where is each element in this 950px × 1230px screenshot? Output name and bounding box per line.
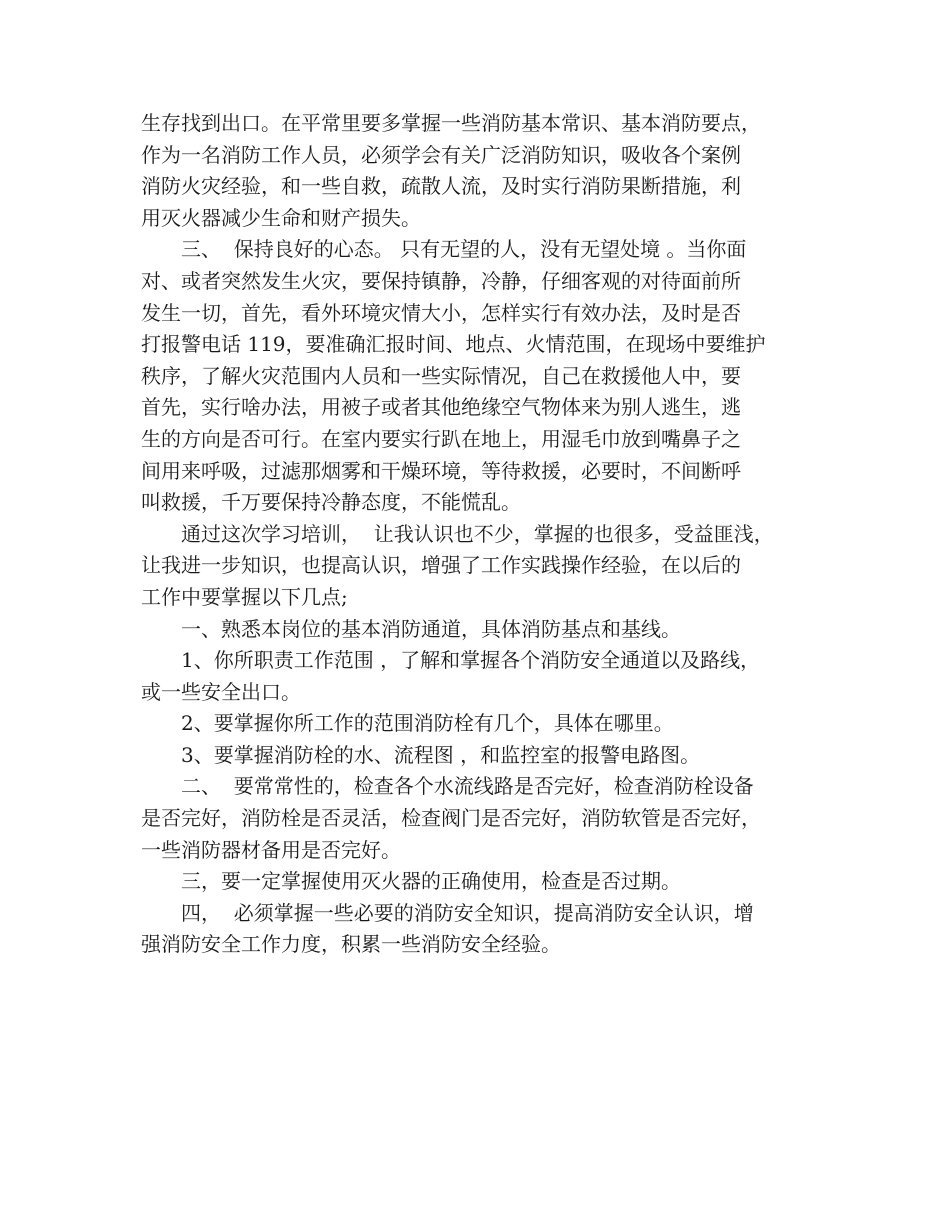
text-line: 工作中要掌握以下几点; bbox=[141, 584, 348, 609]
text-line: 三、 保持良好的心态。 只有无望的人，没有无望处境 。当你面 bbox=[141, 237, 747, 262]
text-line: 消防火灾经验，和一些自救，疏散人流，及时实行消防果断措施，利 bbox=[141, 174, 741, 199]
text-line: 发生一切，首先，看外环境灾情大小，怎样实行有效办法，及时是否 bbox=[141, 300, 741, 325]
text-line: 用灭火器减少生命和财产损失。 bbox=[141, 205, 421, 230]
text-line: 对、或者突然发生火灾，要保持镇静，冷静，仔细客观的对待面前所 bbox=[141, 268, 741, 293]
text-line: 生存找到出口。在平常里要多掌握一些消防基本常识、基本消防要点， bbox=[141, 111, 761, 135]
text-line: 四， 必须掌握一些必要的消防安全知识，提高消防安全认识，增 bbox=[141, 900, 754, 925]
text-line: 间用来呼吸，过滤那烟雾和干燥环境，等待救援，必要时，不间断呼 bbox=[141, 458, 741, 483]
text-line: 首先，实行啥办法，用被子或者其他绝缘空气物体来为别人逃生，逃 bbox=[141, 395, 741, 420]
document-body bbox=[141, 108, 821, 961]
text-line: 让我进一步知识，也提高认识，增强了工作实践操作经验，在以后的 bbox=[141, 553, 741, 578]
text-line: 三，要一定掌握使用灭火器的正确使用，检查是否过期。 bbox=[141, 869, 681, 894]
text-line: 3、要掌握消防栓的水、流程图 ，和监控室的报警电路图。 bbox=[141, 742, 701, 767]
text-line: 1、你所职责工作范围 ，了解和掌握各个消防安全通道以及路线， bbox=[141, 648, 761, 673]
text-line: 一些消防器材备用是否完好。 bbox=[141, 837, 401, 862]
text-line: 通过这次学习培训， 让我认识也不少，掌握的也很多，受益匪浅， bbox=[141, 521, 774, 546]
text-line: 或一些安全出口。 bbox=[141, 679, 301, 704]
text-line: 强消防安全工作力度，积累一些消防安全经验。 bbox=[141, 932, 561, 957]
text-line: 生的方向是否可行。在室内要实行趴在地上，用湿毛巾放到嘴鼻子之 bbox=[141, 426, 741, 451]
text-line: 叫救援，千万要保持冷静态度，不能慌乱。 bbox=[141, 490, 521, 515]
text-line: 二、 要常常性的，检查各个水流线路是否完好，检查消防栓设备 bbox=[141, 774, 754, 799]
text-line: 打报警电话 119，要准确汇报时间、地点、火情范围，在现场中要维护 bbox=[141, 332, 766, 357]
text-line: 2、要掌握你所工作的范围消防栓有几个，具体在哪里。 bbox=[141, 711, 674, 736]
text-line: 秩序，了解火灾范围内人员和一些实际情况，自己在救援他人中，要 bbox=[141, 363, 741, 388]
text-line: 一、熟悉本岗位的基本消防通道，具体消防基点和基线。 bbox=[141, 616, 681, 641]
text-line: 作为一名消防工作人员，必须学会有关广泛消防知识，吸收各个案例 bbox=[141, 142, 741, 167]
text-line: 是否完好，消防栓是否灵活，检查阀门是否完好，消防软管是否完好， bbox=[141, 806, 761, 831]
